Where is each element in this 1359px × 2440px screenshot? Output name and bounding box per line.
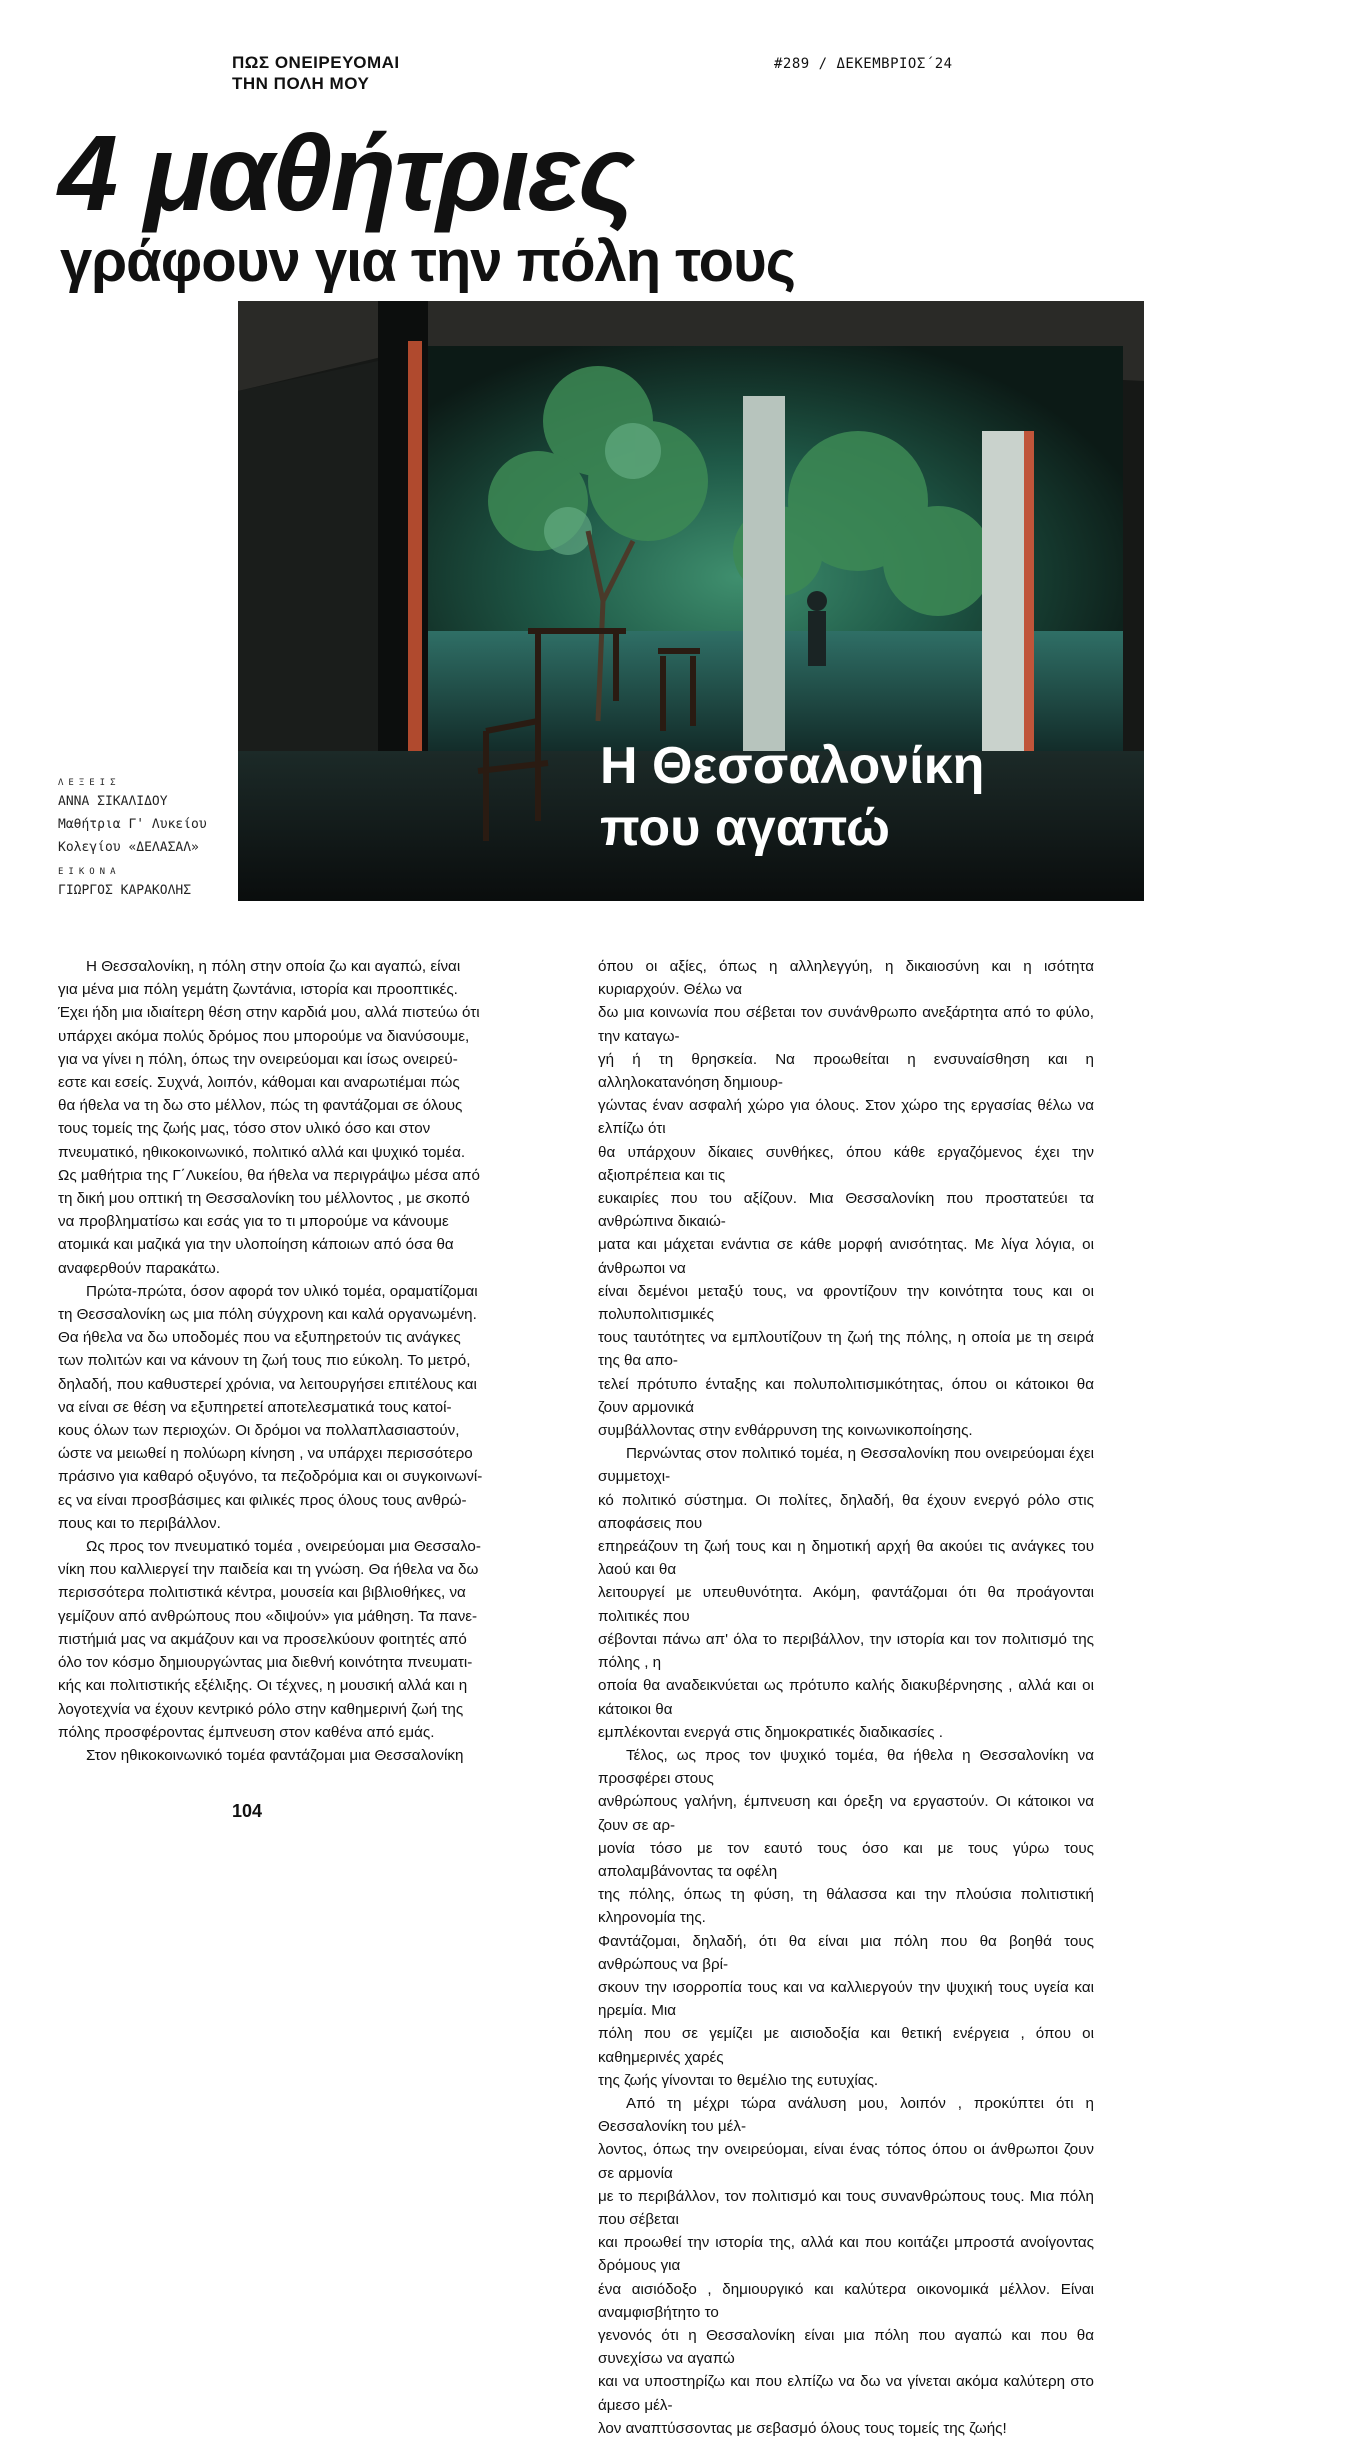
author-role: Μαθήτρια Γ' Λυκείου Κολεγίου «ΔΕΛΑΣΑΛ» [58,817,207,855]
headline-line-1: 4 μαθήτριες [58,112,634,233]
issue-date: #289 / ΔΕΚΕΜΒΡΙΟΣ΄24 [774,56,953,72]
article-column-right [598,955,1094,2440]
author-name: ΑΝΝΑ ΣΙΚΑΛΙΔΟΥ [58,794,168,809]
photographer-name: ΓΙΩΡΓΟΣ ΚΑΡΑΚΟΛΗΣ [58,883,192,898]
article-column-left [58,955,554,1767]
article-paragraph: Η Θεσσαλονίκη, η πόλη στην οποία ζω και αγαπώ, είναι για μένα μια πόλη γεμάτη ζωντάνια, ιστορία και προοπτικές. Έχει ήδη μια ιδιαίτερη θέση στην καρδιά μου, αλλά πιστεύω ότι υπάρχει ακόμα πολύς δρόμος που μπορούμε να διανύσουμε, για να γίνει η πόλη, όπως την ονειρεύομαι και ίσως ονειρεύ- εστε και εσείς. Συχνά, λοιπόν, κάθομαι και αναρωτιέμαι πώς θα ήθελα να τη δω στο μέλλον, πώς τη φαντάζομαι σε όλους τους τομείς της ζωής μας, τόσο στον υλικό όσο και στον πνευματικό, ηθικοκοινωνικό, πολιτικό αλλά και ψυχικό τομέα. Ως μαθήτρια της Γ΄Λυκείου, θα ήθελα να περιγράψω μέσα από τη δική μου οπτική τη Θεσσαλονίκη του μέλλοντος , με σκοπό να προβληματίσω και εσάς για το τι μπορούμε να κάνουμε ατομικά και μαζικά για την υλοποίηση κάποιων από όσα θα αναφερθούν παρακάτω. [58,958,480,1277]
article-paragraph: Στον ηθικοκοινωνικό τομέα φαντάζομαι μια Θεσσαλονίκη [86,1746,464,1764]
page-number: 104 [232,1801,263,1821]
article-paragraph: Ως προς τον πνευματικό τομέα , ονειρεύομαι μια Θεσσαλο- νίκη που καλλιεργεί την παιδεία και τη γνώση. Θα ήθελα να δω περισσότερα πολιτιστικά κέντρα, μουσεία και βιβλιοθήκες, να γεμίζουν από ανθρώπους που «διψούν» για μάθηση. Τα πανε- πιστήμιά μας να ακμάζουν και να προσελκύουν φοιτητές από όλο τον κόσμο δημιουργώντας μια διεθνή κοινότητα πνευματι- κής και πολιτιστικής εξέλιξης. Οι τέχνες, η μουσική αλλά και η λογοτεχνία να έχουν κεντρικό ρόλο στην καθημερινή ζωή της πόλης προσφέροντας έμπνευση στον καθένα από εμάς. [58,1538,481,1741]
article-paragraph: Από τη μέχρι τώρα ανάλυση μου, λοιπόν , προκύπτει ότι η Θεσσαλονίκη του μέλ- λοντος, όπως την ονειρεύομαι, είναι ένας τόπος όπου οι άνθρωποι ζουν σε αρμονία με το περιβάλλον, τον πολιτισμό και τους συνανθρώπους τους. Μια πόλη που σέβεται και προωθεί την ιστορία της, αλλά και που κοιτάζει μπροστά ανοίγοντας δρόμους για ένα αισιόδοξο , δημιουργικό και καλύτερα οικονομικά μέλλον. Είναι αναμφισβήτητο το γενονός ότι η Θεσσαλονίκη είναι μια πόλη που αγαπώ και που θα συνεχίσω να αγαπώ και να υποστηρίζω και που ελπίζω να δω να γίνεται ακόμα καλύτερη στο άμεσο μέλ- λον αναπτύσσοντας με σεβασμό όλους τους τομείς της ζωής! [598,2094,1094,2437]
photo-caption: Η Θεσσαλονίκη που αγαπώ [600,737,985,857]
credits [58,776,207,902]
feature-photo [238,301,1144,901]
words-label: ΛΕΞΕΙΣ [58,778,121,788]
headline-line-2: γράφουν για την πόλη τους [60,229,795,294]
article-paragraph: Περνώντας στον πολιτικό τομέα, η Θεσσαλονίκη που ονειρεύομαι έχει συμμετοχι- κό πολιτικό σύστημα. Οι πολίτες, δηλαδή, θα έχουν ενεργό ρόλο στις αποφάσεις που επηρεάζουν τη ζωή τους και η δημοτική αρχή θα ακούει τις ανάγκες του λαού και θα λειτουργεί με υπευθυνότητα. Ακόμη, φαντάζομαι ότι θα προάγονται πολιτικές που σέβονται πάνω απ' όλα το περιβάλλον, την ιστορία και τον πολιτισμό της πόλης , η οποία θα αναδεικνύεται ως πρότυπο καλής διακυβέρνησης , αλλά και οι κάτοικοι θα εμπλέκονται ενεργά στις δημοκρατικές διαδικασίες . [598,1445,1094,1741]
image-label: ΕΙΚΟΝΑ [58,867,121,877]
section-title: ΠΩΣ ΟΝΕΙΡΕΥΟΜΑΙ ΤΗΝ ΠΟΛΗ ΜΟΥ [232,53,400,93]
article-paragraph: Τέλος, ως προς τον ψυχικό τομέα, θα ήθελα η Θεσσαλονίκη να προσφέρει στους ανθρώπους γαλήνη, έμπνευση και όρεξη να εργαστούν. Οι κάτοικοι να ζουν σε αρ- μονία τόσο με τον εαυτό τους όσο και με τους γύρω τους απολαμβάνοντας τα οφέλη της πόλης, όπως τη φύση, τη θάλασσα και την πλούσια πολιτιστική κληρονομία της. Φαντάζομαι, δηλαδή, ότι θα είναι μια πόλη που θα βοηθά τους ανθρώπους να βρί- σκουν την ισορροπία τους και να καλλιεργούν την ψυχική τους υγεία και ηρεμία. Μια πόλη που σε γεμίζει με αισιοδοξία και θετική ενέργεια , όπου οι καθημερινές χαρές της ζωής γίνονται το θεμέλιο της ευτυχίας. [598,1746,1094,2089]
article-paragraph: όπου οι αξίες, όπως η αλληλεγγύη, η δικαιοσύνη και η ισότητα κυριαρχούν. Θέλω να δω μια κοινωνία που σέβεται τον συνάνθρωπο ανεξάρτητα από το φύλο, την καταγω- γή ή τη θρησκεία. Να προωθείται η ενσυναίσθηση και η αλληλοκατανόηση δημιουρ- γώντας έναν ασφαλή χώρο για όλους. Στον χώρο της εργασίας θέλω να ελπίζω ότι θα υπάρχουν δίκαιες συνθήκες, όπου κάθε εργαζόμενος έχει την αξιοπρέπεια και τις ευκαιρίες που του αξίζουν. Μια Θεσσαλονίκη που προστατεύει τα ανθρώπινα δικαιώ- ματα και μάχεται ενάντια σε κάθε μορφή ανισότητας. Με λίγα λόγια, οι άνθρωποι να είναι δεμένοι μεταξύ τους, να φροντίζουν την κοινότητα τους και οι πολυπολιτισμικές τους ταυτότητες να εμπλουτίζουν τη ζωή της πόλης, η οποία με τη σειρά της θα απο- τελεί πρότυπο ένταξης και πολυπολιτισμικότητας, όπου οι κάτοικοι θα ζουν αρμονικά συμβάλλοντας στην ενθάρρυνση της κοινωνικοποίησης. [598,958,1094,1440]
article-paragraph: Πρώτα-πρώτα, όσον αφορά τον υλικό τομέα, οραματίζομαι τη Θεσσαλονίκη ως μια πόλη σύγχρονη και καλά οργανωμένη. Θα ήθελα να δω υποδομές που να εξυπηρετούν τις ανάγκες των πολιτών και να κάνουν τη ζωή τους πιο εύκολη. Το μετρό, δηλαδή, που καθυστερεί χρόνια, να λειτουργήσει επιτέλους και να είναι σε θέση να εξυπηρετεί αποτελεσματικά τους κατοί- κους όλων των περιοχών. Οι δρόμοι να πολλαπλασιαστούν, ώστε να μειωθεί η πολύωρη κίνηση , να υπάρχει περισσότερο πράσινο για καθαρό οξυγόνο, τα πεζοδρόμια και οι συγκοινωνί- ες να είναι προσβάσιμες και φιλικές προς όλους τους ανθρώ- πους και το περιβάλλον. [58,1282,483,1532]
